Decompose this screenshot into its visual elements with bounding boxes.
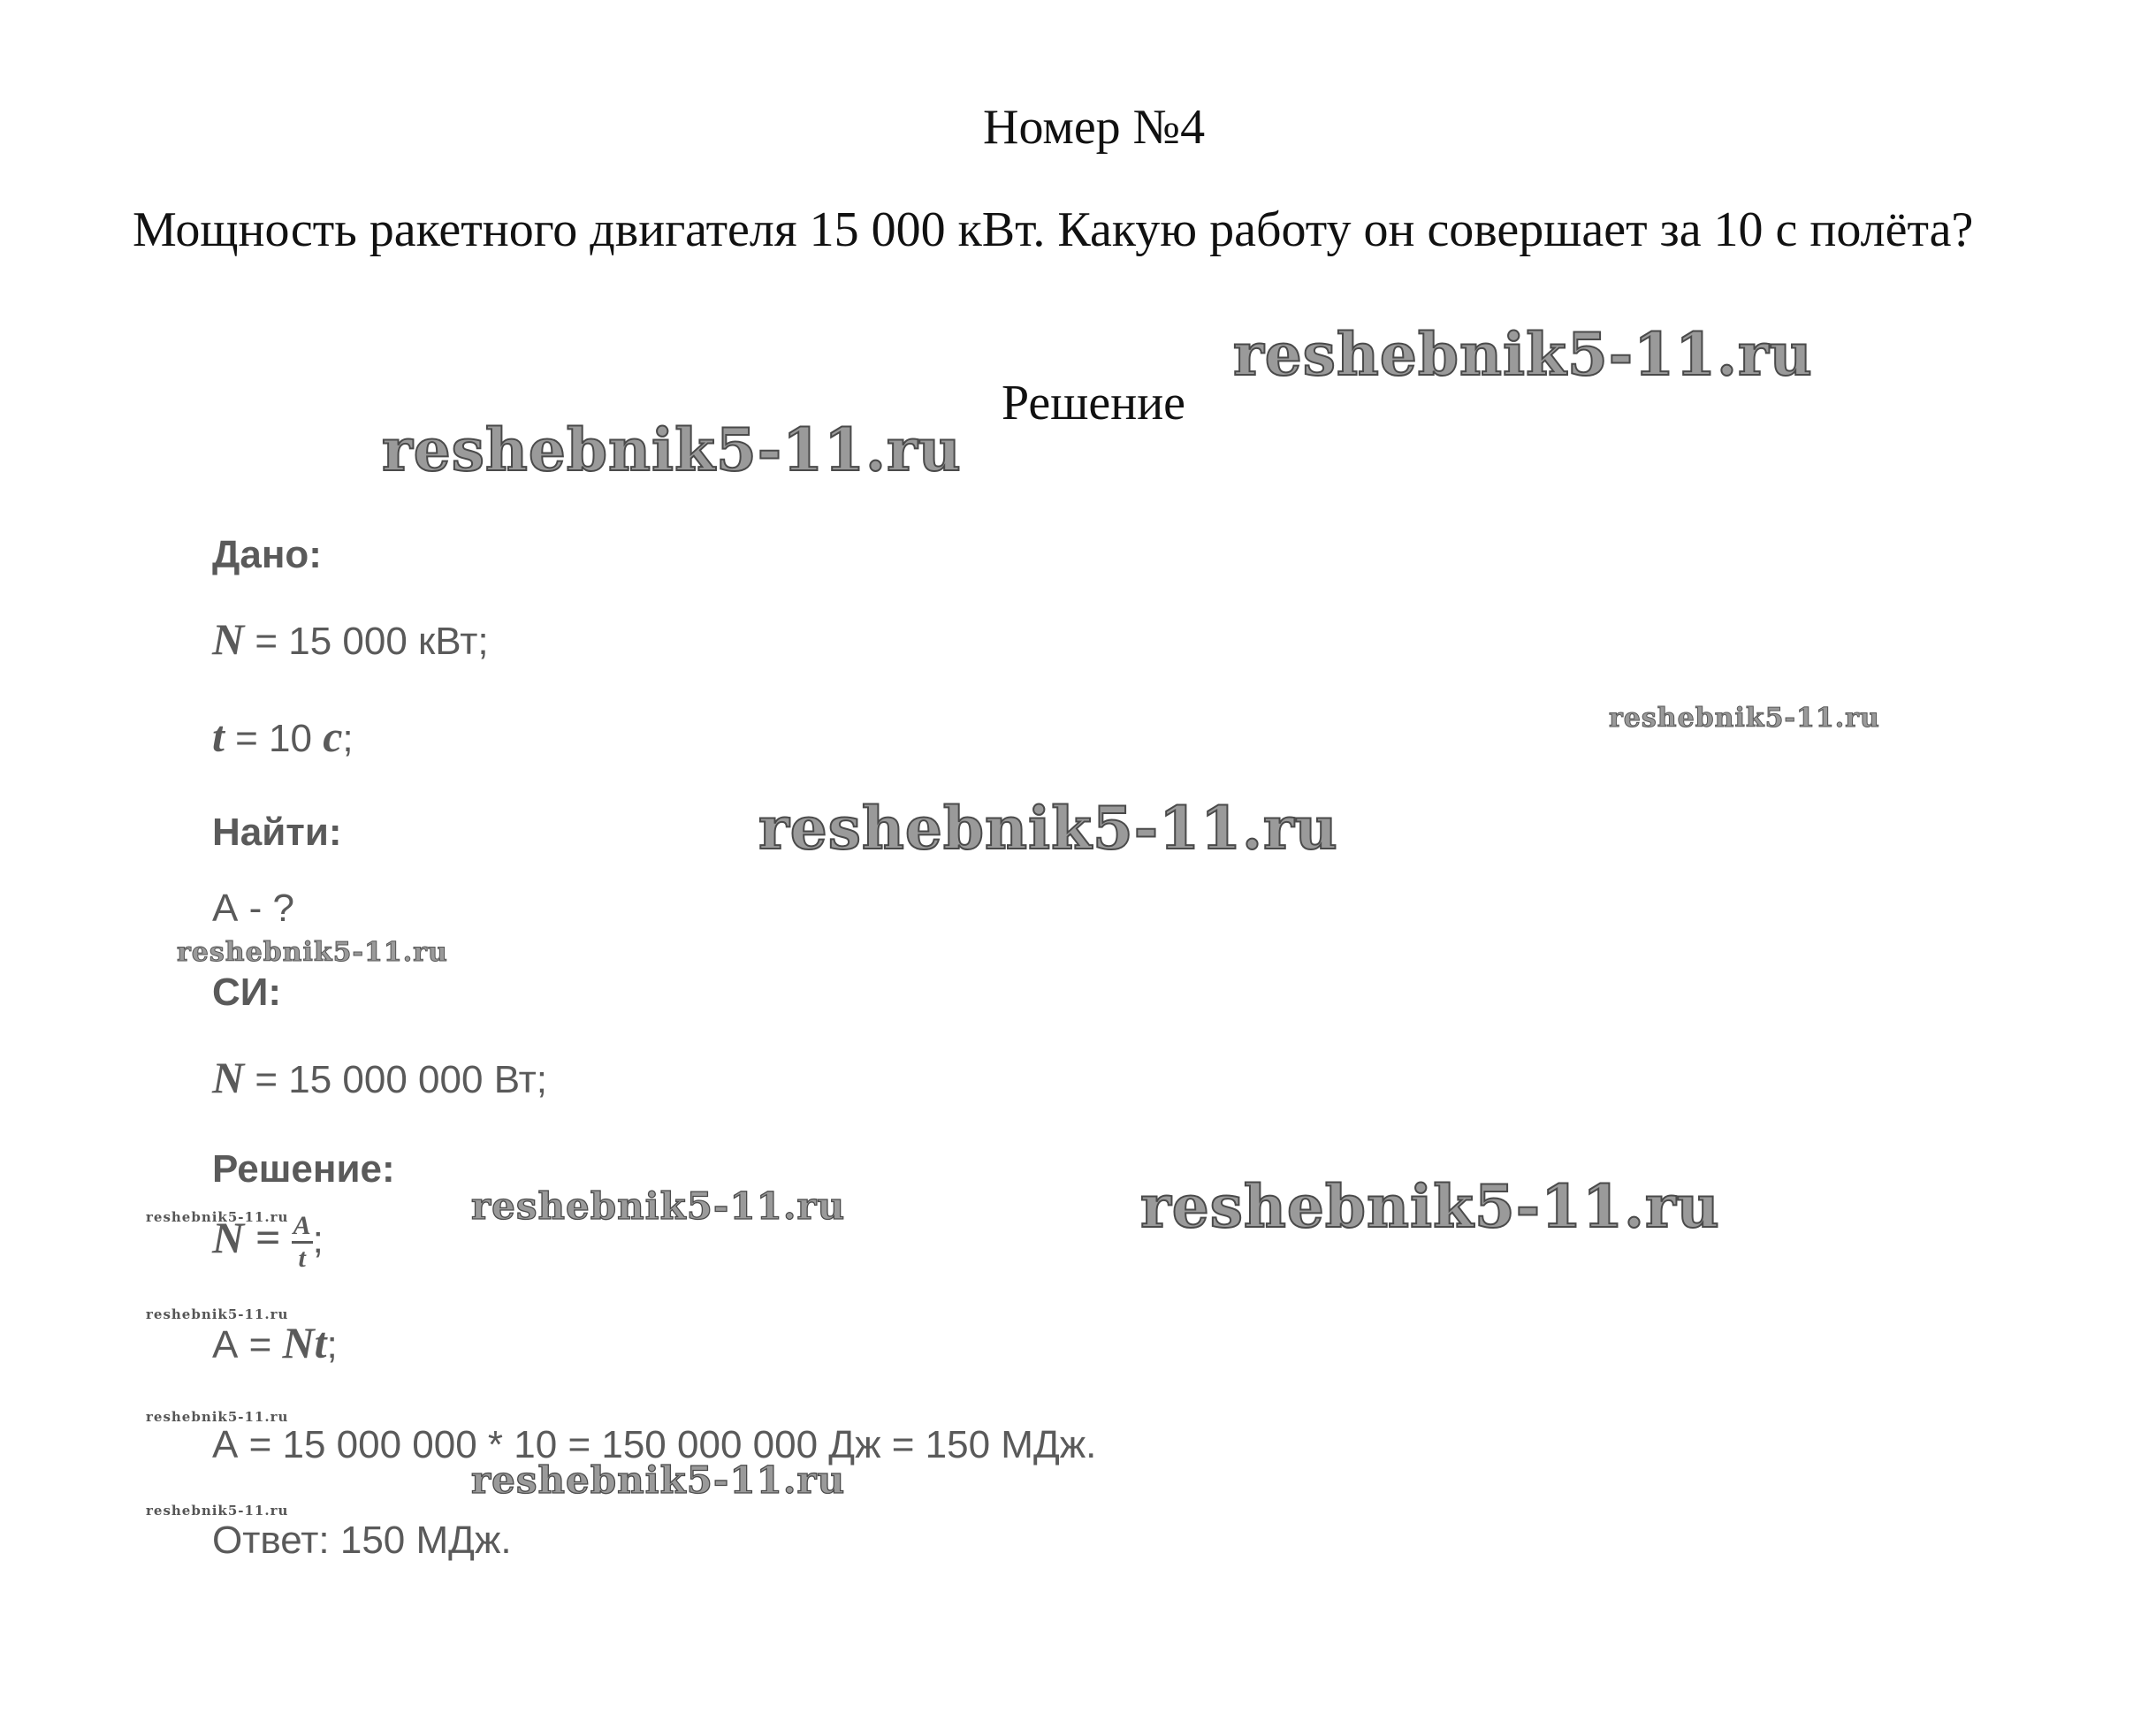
watermark: reshebnik5-11.ru xyxy=(1609,703,1880,734)
time-variable: t xyxy=(212,712,225,761)
si-power-value: = 15 000 000 Вт; xyxy=(244,1058,547,1101)
si-power xyxy=(212,1052,547,1103)
calculation: А = 15 000 000 * 10 = 150 000 000 Дж = 150 МДж. xyxy=(212,1423,1097,1466)
solution-heading: Решение xyxy=(1002,376,1186,430)
power-variable: N xyxy=(212,614,245,664)
formula2-rhs: Nt xyxy=(282,1318,327,1367)
time-value: = 10 xyxy=(224,717,324,760)
problem-statement: Мощность ракетного двигателя 15 000 кВт. Какую работу он совершает за 10 с полёта? xyxy=(133,202,1974,257)
find-value: А - ? xyxy=(212,887,294,930)
watermark: reshebnik5-11.ru xyxy=(1140,1172,1720,1241)
watermark: reshebnik5-11.ru xyxy=(146,1503,289,1519)
formula-work xyxy=(212,1317,338,1368)
watermark: reshebnik5-11.ru xyxy=(177,937,448,968)
fraction xyxy=(292,1211,313,1274)
time-end: ; xyxy=(342,717,354,760)
solution-label: Решение: xyxy=(212,1147,395,1191)
watermark: reshebnik5-11.ru xyxy=(471,1458,846,1502)
time-unit: c xyxy=(323,712,343,761)
given-label: Дано: xyxy=(212,533,322,576)
given-power xyxy=(212,613,489,665)
power-value: = 15 000 кВт; xyxy=(244,620,489,663)
fraction-denominator: t xyxy=(298,1244,306,1273)
given-time xyxy=(212,711,354,762)
watermark: reshebnik5-11.ru xyxy=(382,415,962,484)
formula1-lhs: N xyxy=(212,1213,245,1263)
page-title: Номер №4 xyxy=(983,100,1206,155)
watermark: reshebnik5-11.ru xyxy=(1233,320,1813,389)
watermark: reshebnik5-11.ru xyxy=(471,1184,846,1228)
si-power-variable: N xyxy=(212,1053,245,1102)
fraction-numerator: A xyxy=(292,1211,313,1244)
watermark: reshebnik5-11.ru xyxy=(758,794,1338,863)
answer: Ответ: 150 МДж. xyxy=(212,1519,512,1562)
watermark: reshebnik5-11.ru xyxy=(146,1306,289,1322)
si-label: СИ: xyxy=(212,971,282,1014)
find-label: Найти: xyxy=(212,811,342,854)
watermark: reshebnik5-11.ru xyxy=(146,1209,289,1225)
watermark: reshebnik5-11.ru xyxy=(146,1409,289,1425)
formula2-end: ; xyxy=(326,1323,338,1367)
formula1-end: ; xyxy=(312,1218,324,1262)
formula2-lhs: А = xyxy=(212,1323,283,1367)
formula1-eq: = xyxy=(244,1213,292,1263)
